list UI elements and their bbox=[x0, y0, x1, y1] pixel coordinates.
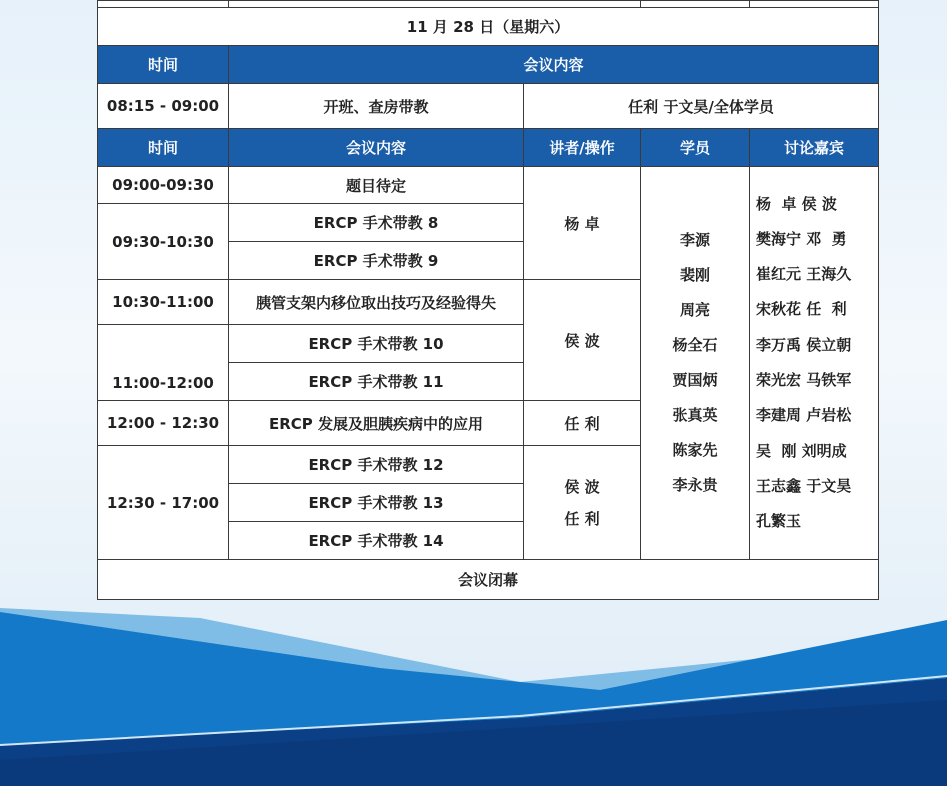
opening-time: 08:15 - 09:00 bbox=[98, 84, 229, 129]
guest-line: 李建周 卢岩松 bbox=[756, 406, 852, 425]
speaker-cell: 任 利 bbox=[524, 401, 641, 446]
guests-cell bbox=[750, 167, 879, 560]
row-content: 胰管支架内移位取出技巧及经验得失 bbox=[229, 280, 524, 325]
row-content: ERCP 手术带教 12 bbox=[229, 446, 524, 484]
header2-time: 时间 bbox=[98, 129, 229, 167]
header2-speaker: 讲者/操作 bbox=[524, 129, 641, 167]
student-name: 陈家先 bbox=[672, 441, 718, 459]
guest-line: 李万禹 侯立朝 bbox=[756, 335, 852, 354]
speaker-name: 侯 波 bbox=[564, 477, 600, 496]
header2-students: 学员 bbox=[641, 129, 750, 167]
student-name: 李源 bbox=[679, 231, 710, 249]
student-name: 裴刚 bbox=[679, 266, 710, 284]
closing-row: 会议闭幕 bbox=[98, 560, 879, 600]
previous-row-content bbox=[229, 1, 641, 8]
guest-line: 孔繁玉 bbox=[756, 512, 802, 531]
row-time: 12:00 - 12:30 bbox=[98, 401, 229, 446]
row-time: 11:00-12:00 bbox=[98, 325, 229, 401]
opening-content: 开班、查房带教 bbox=[229, 84, 524, 129]
guest-line: 宋秋花 任 利 bbox=[756, 300, 847, 319]
student-name: 张真英 bbox=[672, 406, 718, 424]
guest-line: 樊海宁 邓 勇 bbox=[756, 229, 847, 248]
row-content: ERCP 手术带教 14 bbox=[229, 522, 524, 560]
row-content: ERCP 手术带教 10 bbox=[229, 325, 524, 363]
previous-row-time bbox=[98, 1, 229, 8]
previous-row-guests bbox=[750, 1, 879, 8]
header2-content: 会议内容 bbox=[229, 129, 524, 167]
row-time: 09:30-10:30 bbox=[98, 204, 229, 280]
speaker-cell-pair bbox=[524, 446, 641, 560]
student-name: 周亮 bbox=[679, 301, 710, 319]
guest-line: 杨 卓 侯 波 bbox=[756, 194, 837, 213]
row-content: ERCP 手术带教 8 bbox=[229, 204, 524, 242]
row-content: 题目待定 bbox=[229, 167, 524, 204]
student-name: 贾国炳 bbox=[672, 371, 718, 389]
row-content: ERCP 手术带教 11 bbox=[229, 363, 524, 401]
speaker-cell: 杨 卓 bbox=[524, 167, 641, 280]
guest-line: 王志鑫 于文昊 bbox=[756, 476, 852, 495]
row-time: 12:30 - 17:00 bbox=[98, 446, 229, 560]
students-cell bbox=[641, 167, 750, 560]
row-time: 09:00-09:30 bbox=[98, 167, 229, 204]
opening-people: 任利 于文昊/全体学员 bbox=[524, 84, 879, 129]
guest-line: 荣光宏 马铁军 bbox=[756, 371, 852, 389]
row-content: ERCP 发展及胆胰疾病中的应用 bbox=[229, 401, 524, 446]
day-title: 11 月 28 日（星期六） bbox=[98, 8, 879, 46]
schedule-table bbox=[97, 0, 879, 600]
previous-row-students bbox=[641, 1, 750, 8]
header-time: 时间 bbox=[98, 46, 229, 84]
guest-line: 吴 刚 刘明成 bbox=[756, 441, 847, 460]
speaker-cell: 侯 波 bbox=[524, 280, 641, 401]
header2-guests: 讨论嘉宾 bbox=[750, 129, 879, 167]
speaker-name: 任 利 bbox=[564, 509, 600, 528]
student-name: 李永贵 bbox=[672, 476, 718, 494]
row-content: ERCP 手术带教 9 bbox=[229, 242, 524, 280]
student-name: 杨全石 bbox=[672, 336, 718, 354]
row-time: 10:30-11:00 bbox=[98, 280, 229, 325]
header-content: 会议内容 bbox=[229, 46, 879, 84]
guest-line: 崔红元 王海久 bbox=[756, 265, 852, 284]
row-content: ERCP 手术带教 13 bbox=[229, 484, 524, 522]
